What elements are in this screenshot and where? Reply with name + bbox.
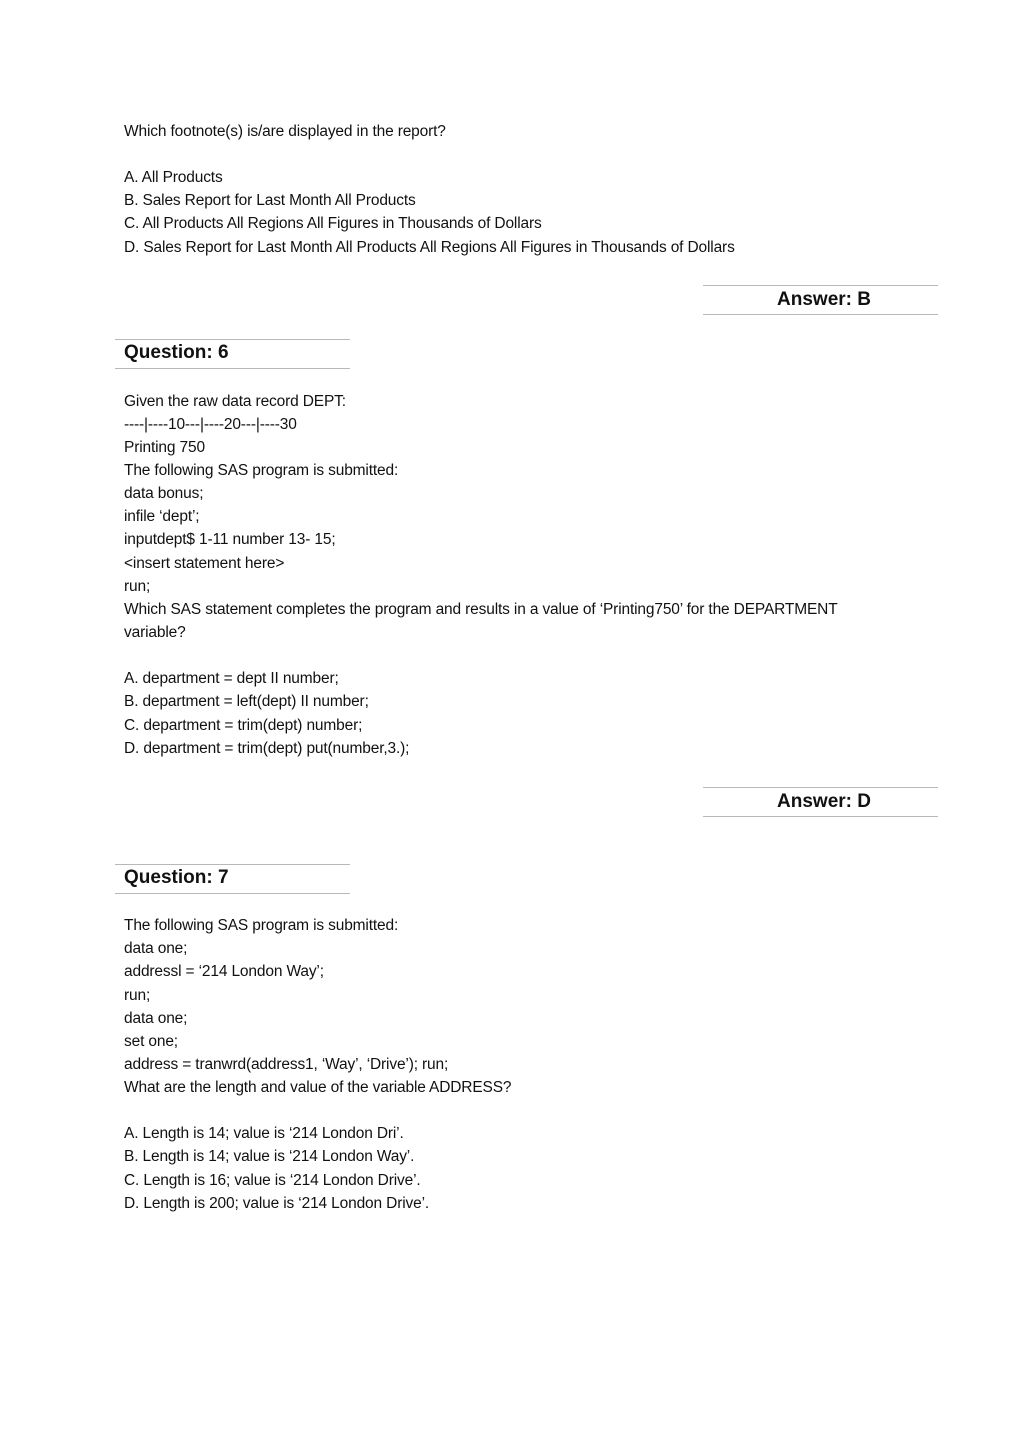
q6-line: <insert statement here>	[124, 555, 285, 572]
q7-line: data one;	[124, 1010, 188, 1027]
q7-line: address = tranwrd(address1, ‘Way’, ‘Drive’); run;	[124, 1056, 449, 1073]
q5-stem: Which footnote(s) is/are displayed in the report?	[124, 123, 446, 140]
q6-line: infile ‘dept’;	[124, 508, 200, 525]
q6-answer: Answer: D	[777, 791, 871, 812]
q5-option-b: B. Sales Report for Last Month All Products	[124, 192, 416, 209]
q7-option-d: D. Length is 200; value is ‘214 London Drive’.	[124, 1195, 430, 1212]
q5-answer-box	[703, 285, 938, 315]
q6-line: Given the raw data record DEPT:	[124, 393, 346, 410]
q7-option-b: B. Length is 14; value is ‘214 London Way’.	[124, 1148, 415, 1165]
q6-line: The following SAS program is submitted:	[124, 462, 399, 479]
q7-line: run;	[124, 987, 151, 1004]
q7-line: What are the length and value of the variable ADDRESS?	[124, 1079, 512, 1096]
q6-line: ----|----10---|----20---|----30	[124, 416, 297, 433]
q5-option-a: A. All Products	[124, 169, 223, 186]
q6-line: variable?	[124, 624, 186, 641]
q6-line: Which SAS statement completes the program and results in a value of ‘Printing750’ for the DEPARTMENT	[124, 601, 838, 618]
q6-line: run;	[124, 578, 151, 595]
q6-line: data bonus;	[124, 485, 204, 502]
q5-option-c: C. All Products All Regions All Figures in Thousands of Dollars	[124, 215, 542, 232]
q6-option-a: A. department = dept II number;	[124, 670, 339, 687]
q6-answer-box	[703, 787, 938, 817]
q6-option-c: C. department = trim(dept) number;	[124, 717, 363, 734]
q6-heading: Question: 6	[124, 342, 229, 363]
q6-option-d: D. department = trim(dept) put(number,3.);	[124, 740, 410, 757]
q6-line: inputdept$ 1-11 number 13- 15;	[124, 531, 336, 548]
q6-line: Printing 750	[124, 439, 205, 456]
q7-line: set one;	[124, 1033, 178, 1050]
q7-line: The following SAS program is submitted:	[124, 917, 399, 934]
q7-line: data one;	[124, 940, 188, 957]
q5-option-d: D. Sales Report for Last Month All Products All Regions All Figures in Thousands of Dollars	[124, 239, 735, 256]
q7-heading: Question: 7	[124, 867, 229, 888]
q7-line: addressl = ‘214 London Way’;	[124, 963, 324, 980]
q5-answer: Answer: B	[777, 289, 871, 310]
q7-option-a: A. Length is 14; value is ‘214 London Dri’.	[124, 1125, 404, 1142]
q6-heading-box	[115, 339, 350, 369]
q7-option-c: C. Length is 16; value is ‘214 London Drive’.	[124, 1172, 421, 1189]
q7-heading-box	[115, 864, 350, 894]
q6-option-b: B. department = left(dept) II number;	[124, 693, 369, 710]
